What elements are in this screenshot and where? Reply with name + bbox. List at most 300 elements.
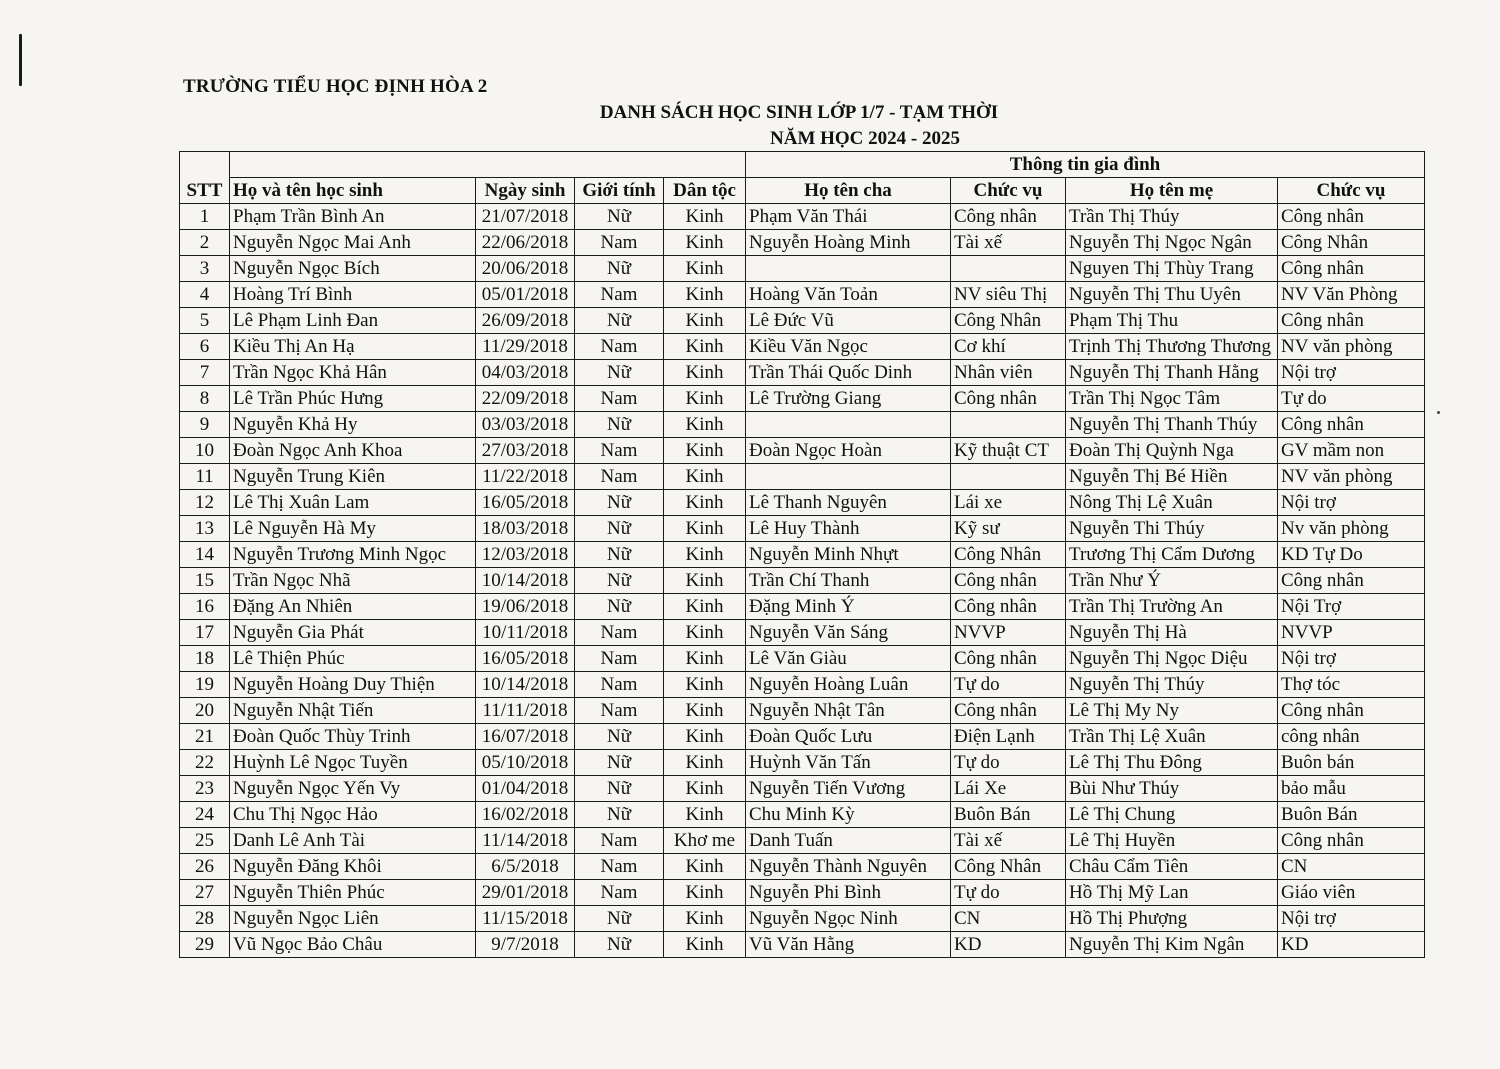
cell-ethnicity: Kinh	[664, 776, 746, 802]
cell-father-name: Hoàng Văn Toản	[746, 282, 951, 308]
cell-father-name: Nguyễn Hoàng Luân	[746, 672, 951, 698]
cell-student-name: Lê Phạm Linh Đan	[230, 308, 476, 334]
header-row-group	[180, 152, 1425, 178]
cell-father-job: Buôn Bán	[951, 802, 1066, 828]
header-row-columns	[180, 178, 1425, 204]
cell-mother-name: Trịnh Thị Thương Thương	[1066, 334, 1278, 360]
cell-father-job: KD	[951, 932, 1066, 958]
cell-gender: Nữ	[575, 204, 664, 230]
cell-father-name: Nguyễn Tiến Vương	[746, 776, 951, 802]
cell-father-job: Kỹ thuật CT	[951, 438, 1066, 464]
cell-student-name: Nguyễn Khả Hy	[230, 412, 476, 438]
col-header-ethnicity: Dân tộc	[664, 178, 746, 204]
scan-speck	[1437, 411, 1440, 414]
cell-student-name: Hoàng Trí Bình	[230, 282, 476, 308]
cell-father-job: Công nhân	[951, 204, 1066, 230]
cell-father-job: Công nhân	[951, 646, 1066, 672]
cell-gender: Nam	[575, 620, 664, 646]
cell-gender: Nữ	[575, 932, 664, 958]
cell-gender: Nữ	[575, 906, 664, 932]
cell-stt: 6	[180, 334, 230, 360]
table-row	[180, 412, 1425, 438]
cell-stt: 3	[180, 256, 230, 282]
cell-student-name: Nguyễn Thiên Phúc	[230, 880, 476, 906]
cell-stt: 28	[180, 906, 230, 932]
cell-dob: 22/06/2018	[476, 230, 575, 256]
cell-mother-name: Đoàn Thị Quỳnh Nga	[1066, 438, 1278, 464]
cell-ethnicity: Kinh	[664, 750, 746, 776]
cell-mother-name: Trương Thị Cẩm Dương	[1066, 542, 1278, 568]
cell-father-name: Nguyễn Phi Bình	[746, 880, 951, 906]
cell-mother-job: Công nhân	[1278, 204, 1425, 230]
cell-gender: Nữ	[575, 750, 664, 776]
cell-mother-job: Nội trợ	[1278, 360, 1425, 386]
cell-father-job: Công Nhân	[951, 542, 1066, 568]
cell-father-name: Nguyễn Thành Nguyên	[746, 854, 951, 880]
cell-mother-job: NVVP	[1278, 620, 1425, 646]
cell-student-name: Nguyễn Trung Kiên	[230, 464, 476, 490]
col-header-father-job: Chức vụ	[951, 178, 1066, 204]
table-row	[180, 282, 1425, 308]
cell-father-job: Công nhân	[951, 386, 1066, 412]
cell-father-name: Nguyễn Ngọc Ninh	[746, 906, 951, 932]
cell-mother-name: Châu Cẩm Tiên	[1066, 854, 1278, 880]
cell-father-name: Vũ Văn Hằng	[746, 932, 951, 958]
cell-gender: Nam	[575, 464, 664, 490]
cell-stt: 11	[180, 464, 230, 490]
cell-mother-job: Buôn Bán	[1278, 802, 1425, 828]
cell-ethnicity: Kinh	[664, 360, 746, 386]
cell-mother-job: Giáo viên	[1278, 880, 1425, 906]
cell-mother-job: công nhân	[1278, 724, 1425, 750]
cell-gender: Nữ	[575, 724, 664, 750]
cell-mother-name: Trần Thị Trường An	[1066, 594, 1278, 620]
cell-gender: Nữ	[575, 594, 664, 620]
cell-mother-job: GV mầm non	[1278, 438, 1425, 464]
cell-ethnicity: Kinh	[664, 438, 746, 464]
cell-father-job: Cơ khí	[951, 334, 1066, 360]
col-header-mother-job: Chức vụ	[1278, 178, 1425, 204]
cell-stt: 24	[180, 802, 230, 828]
cell-dob: 03/03/2018	[476, 412, 575, 438]
cell-mother-name: Trần Thị Thúy	[1066, 204, 1278, 230]
cell-student-name: Nguyễn Trương Minh Ngọc	[230, 542, 476, 568]
cell-father-job: Kỹ sư	[951, 516, 1066, 542]
cell-stt: 23	[180, 776, 230, 802]
cell-student-name: Nguyễn Hoàng Duy Thiện	[230, 672, 476, 698]
cell-father-name	[746, 412, 951, 438]
roster-body	[180, 204, 1425, 958]
cell-mother-name: Nguyễn Thi Thúy	[1066, 516, 1278, 542]
cell-mother-job: Thợ tóc	[1278, 672, 1425, 698]
cell-father-job: Lái xe	[951, 490, 1066, 516]
cell-stt: 22	[180, 750, 230, 776]
cell-mother-name: Nguyễn Thị Thúy	[1066, 672, 1278, 698]
cell-ethnicity: Kinh	[664, 464, 746, 490]
cell-stt: 5	[180, 308, 230, 334]
cell-stt: 1	[180, 204, 230, 230]
cell-father-name: Trần Thái Quốc Dinh	[746, 360, 951, 386]
cell-ethnicity: Kinh	[664, 880, 746, 906]
cell-stt: 19	[180, 672, 230, 698]
table-row	[180, 594, 1425, 620]
cell-stt: 29	[180, 932, 230, 958]
cell-stt: 12	[180, 490, 230, 516]
cell-father-name: Huỳnh Văn Tấn	[746, 750, 951, 776]
cell-father-job: Tài xế	[951, 828, 1066, 854]
col-header-father: Họ tên cha	[746, 178, 951, 204]
cell-gender: Nam	[575, 880, 664, 906]
cell-mother-name: Lê Thị Huyền	[1066, 828, 1278, 854]
col-header-gender: Giới tính	[575, 178, 664, 204]
cell-dob: 18/03/2018	[476, 516, 575, 542]
cell-father-job: Tự do	[951, 880, 1066, 906]
cell-stt: 25	[180, 828, 230, 854]
cell-dob: 10/11/2018	[476, 620, 575, 646]
cell-father-name: Nguyễn Minh Nhựt	[746, 542, 951, 568]
cell-dob: 21/07/2018	[476, 204, 575, 230]
cell-student-name: Kiều Thị An Hạ	[230, 334, 476, 360]
cell-stt: 2	[180, 230, 230, 256]
cell-ethnicity: Kinh	[664, 412, 746, 438]
cell-mother-job: Công nhân	[1278, 256, 1425, 282]
table-row	[180, 568, 1425, 594]
cell-gender: Nữ	[575, 308, 664, 334]
cell-gender: Nữ	[575, 256, 664, 282]
cell-dob: 16/07/2018	[476, 724, 575, 750]
cell-father-name: Chu Minh Kỳ	[746, 802, 951, 828]
cell-mother-job: Công nhân	[1278, 698, 1425, 724]
cell-dob: 05/01/2018	[476, 282, 575, 308]
cell-mother-name: Lê Thị Thu Đông	[1066, 750, 1278, 776]
cell-mother-job: Công nhân	[1278, 828, 1425, 854]
cell-ethnicity: Kinh	[664, 646, 746, 672]
cell-mother-name: Lê Thị My Ny	[1066, 698, 1278, 724]
cell-mother-name: Lê Thị Chung	[1066, 802, 1278, 828]
cell-ethnicity: Kinh	[664, 490, 746, 516]
cell-dob: 11/14/2018	[476, 828, 575, 854]
cell-gender: Nữ	[575, 542, 664, 568]
cell-gender: Nữ	[575, 568, 664, 594]
cell-student-name: Lê Thiện Phúc	[230, 646, 476, 672]
cell-ethnicity: Kinh	[664, 906, 746, 932]
cell-ethnicity: Kinh	[664, 308, 746, 334]
cell-ethnicity: Kinh	[664, 932, 746, 958]
cell-mother-name: Nguyễn Thị Thu Uyên	[1066, 282, 1278, 308]
table-row	[180, 646, 1425, 672]
cell-mother-name: Nông Thị Lệ Xuân	[1066, 490, 1278, 516]
cell-mother-name: Phạm Thị Thu	[1066, 308, 1278, 334]
cell-father-name: Đoàn Ngọc Hoàn	[746, 438, 951, 464]
cell-ethnicity: Kinh	[664, 594, 746, 620]
cell-stt: 17	[180, 620, 230, 646]
cell-student-name: Nguyễn Ngọc Mai Anh	[230, 230, 476, 256]
cell-dob: 9/7/2018	[476, 932, 575, 958]
cell-gender: Nữ	[575, 412, 664, 438]
student-roster-table	[179, 151, 1425, 958]
cell-gender: Nam	[575, 672, 664, 698]
table-row	[180, 672, 1425, 698]
cell-dob: 10/14/2018	[476, 672, 575, 698]
cell-father-job: Tự do	[951, 672, 1066, 698]
cell-gender: Nam	[575, 438, 664, 464]
cell-mother-name: Trần Thị Ngọc Tâm	[1066, 386, 1278, 412]
col-header-mother: Họ tên mẹ	[1066, 178, 1278, 204]
table-row	[180, 698, 1425, 724]
cell-student-name: Trần Ngọc Nhã	[230, 568, 476, 594]
cell-student-name: Huỳnh Lê Ngọc Tuyền	[230, 750, 476, 776]
table-row	[180, 828, 1425, 854]
cell-dob: 10/14/2018	[476, 568, 575, 594]
cell-gender: Nam	[575, 698, 664, 724]
cell-dob: 6/5/2018	[476, 854, 575, 880]
cell-dob: 05/10/2018	[476, 750, 575, 776]
cell-mother-name: Nguyen Thị Thùy Trang	[1066, 256, 1278, 282]
cell-student-name: Lê Nguyễn Hà My	[230, 516, 476, 542]
cell-father-name	[746, 256, 951, 282]
cell-student-name: Chu Thị Ngọc Hảo	[230, 802, 476, 828]
cell-mother-name: Nguyễn Thị Thanh Hằng	[1066, 360, 1278, 386]
cell-father-name: Trần Chí Thanh	[746, 568, 951, 594]
cell-stt: 18	[180, 646, 230, 672]
cell-gender: Nữ	[575, 776, 664, 802]
cell-dob: 29/01/2018	[476, 880, 575, 906]
table-row	[180, 906, 1425, 932]
cell-ethnicity: Kinh	[664, 256, 746, 282]
cell-ethnicity: Kinh	[664, 282, 746, 308]
table-row	[180, 204, 1425, 230]
cell-father-job: Điện Lạnh	[951, 724, 1066, 750]
cell-gender: Nữ	[575, 360, 664, 386]
cell-student-name: Đoàn Quốc Thùy Trinh	[230, 724, 476, 750]
cell-gender: Nam	[575, 230, 664, 256]
cell-ethnicity: Khơ me	[664, 828, 746, 854]
table-row	[180, 620, 1425, 646]
cell-student-name: Phạm Trần Bình An	[230, 204, 476, 230]
scan-edge-mark	[19, 34, 22, 86]
table-row	[180, 464, 1425, 490]
cell-gender: Nữ	[575, 516, 664, 542]
group-header-family-info: Thông tin gia đình	[746, 152, 1425, 178]
cell-stt: 14	[180, 542, 230, 568]
table-row	[180, 438, 1425, 464]
cell-father-name	[746, 464, 951, 490]
cell-father-job: Công nhân	[951, 568, 1066, 594]
cell-dob: 11/11/2018	[476, 698, 575, 724]
cell-father-job: NV siêu Thị	[951, 282, 1066, 308]
cell-mother-name: Nguyễn Thị Ngọc Ngân	[1066, 230, 1278, 256]
cell-father-name: Lê Thanh Nguyên	[746, 490, 951, 516]
cell-dob: 11/22/2018	[476, 464, 575, 490]
cell-mother-job: KD	[1278, 932, 1425, 958]
cell-dob: 27/03/2018	[476, 438, 575, 464]
header-blank-cell	[230, 152, 746, 178]
school-year: NĂM HỌC 2024 - 2025	[770, 128, 960, 149]
cell-gender: Nam	[575, 282, 664, 308]
cell-mother-job: KD Tự Do	[1278, 542, 1425, 568]
cell-mother-job: CN	[1278, 854, 1425, 880]
cell-mother-name: Hồ Thị Phượng	[1066, 906, 1278, 932]
cell-father-job: CN	[951, 906, 1066, 932]
cell-father-name: Phạm Văn Thái	[746, 204, 951, 230]
cell-stt: 20	[180, 698, 230, 724]
cell-mother-job: Nội trợ	[1278, 490, 1425, 516]
cell-ethnicity: Kinh	[664, 230, 746, 256]
cell-dob: 22/09/2018	[476, 386, 575, 412]
cell-student-name: Trần Ngọc Khả Hân	[230, 360, 476, 386]
cell-gender: Nữ	[575, 490, 664, 516]
cell-student-name: Vũ Ngọc Bảo Châu	[230, 932, 476, 958]
cell-ethnicity: Kinh	[664, 698, 746, 724]
cell-stt: 7	[180, 360, 230, 386]
cell-dob: 11/29/2018	[476, 334, 575, 360]
cell-gender: Nữ	[575, 802, 664, 828]
cell-dob: 16/02/2018	[476, 802, 575, 828]
cell-father-name: Đặng Minh Ý	[746, 594, 951, 620]
cell-mother-name: Bùi Như Thúy	[1066, 776, 1278, 802]
cell-stt: 8	[180, 386, 230, 412]
cell-dob: 12/03/2018	[476, 542, 575, 568]
table-row	[180, 932, 1425, 958]
cell-student-name: Nguyễn Gia Phát	[230, 620, 476, 646]
cell-stt: 15	[180, 568, 230, 594]
cell-mother-job: Công nhân	[1278, 308, 1425, 334]
cell-father-name: Đoàn Quốc Lưu	[746, 724, 951, 750]
cell-stt: 21	[180, 724, 230, 750]
cell-dob: 19/06/2018	[476, 594, 575, 620]
cell-mother-name: Nguyễn Thị Thanh Thúy	[1066, 412, 1278, 438]
cell-mother-name: Nguyễn Thị Bé Hiền	[1066, 464, 1278, 490]
cell-father-job: Lái Xe	[951, 776, 1066, 802]
cell-father-name: Lê Huy Thành	[746, 516, 951, 542]
cell-mother-job: bảo mẫu	[1278, 776, 1425, 802]
cell-father-job: Tự do	[951, 750, 1066, 776]
col-header-stt: STT	[180, 152, 230, 204]
cell-ethnicity: Kinh	[664, 672, 746, 698]
cell-mother-job: Tự do	[1278, 386, 1425, 412]
cell-mother-name: Nguyễn Thị Hà	[1066, 620, 1278, 646]
table-row	[180, 542, 1425, 568]
cell-stt: 4	[180, 282, 230, 308]
table-row	[180, 724, 1425, 750]
cell-mother-job: Công nhân	[1278, 412, 1425, 438]
cell-ethnicity: Kinh	[664, 854, 746, 880]
cell-dob: 11/15/2018	[476, 906, 575, 932]
table-row	[180, 880, 1425, 906]
table-row	[180, 334, 1425, 360]
cell-stt: 9	[180, 412, 230, 438]
cell-gender: Nam	[575, 828, 664, 854]
cell-dob: 20/06/2018	[476, 256, 575, 282]
cell-mother-name: Nguyễn Thị Ngọc Diệu	[1066, 646, 1278, 672]
cell-stt: 26	[180, 854, 230, 880]
cell-dob: 16/05/2018	[476, 490, 575, 516]
cell-father-name: Nguyễn Văn Sáng	[746, 620, 951, 646]
document-title: DANH SÁCH HỌC SINH LỚP 1/7 - TẠM THỜI	[599, 102, 999, 123]
table-row	[180, 308, 1425, 334]
cell-student-name: Đoàn Ngọc Anh Khoa	[230, 438, 476, 464]
cell-ethnicity: Kinh	[664, 568, 746, 594]
table-row	[180, 490, 1425, 516]
cell-ethnicity: Kinh	[664, 204, 746, 230]
cell-father-job: Nhân viên	[951, 360, 1066, 386]
cell-ethnicity: Kinh	[664, 386, 746, 412]
cell-ethnicity: Kinh	[664, 724, 746, 750]
cell-mother-name: Nguyễn Thị Kim Ngân	[1066, 932, 1278, 958]
cell-father-job	[951, 412, 1066, 438]
cell-father-job	[951, 256, 1066, 282]
cell-father-job: Tài xế	[951, 230, 1066, 256]
cell-mother-job: Buôn bán	[1278, 750, 1425, 776]
table-row	[180, 802, 1425, 828]
cell-mother-job: NV văn phòng	[1278, 464, 1425, 490]
cell-father-job: Công Nhân	[951, 854, 1066, 880]
cell-ethnicity: Kinh	[664, 516, 746, 542]
cell-ethnicity: Kinh	[664, 802, 746, 828]
cell-gender: Nam	[575, 854, 664, 880]
cell-mother-name: Trần Như Ý	[1066, 568, 1278, 594]
cell-student-name: Lê Trần Phúc Hưng	[230, 386, 476, 412]
cell-mother-job: Nv văn phòng	[1278, 516, 1425, 542]
cell-father-name: Lê Trường Giang	[746, 386, 951, 412]
cell-father-job: Công Nhân	[951, 308, 1066, 334]
cell-father-name: Kiều Văn Ngọc	[746, 334, 951, 360]
cell-ethnicity: Kinh	[664, 542, 746, 568]
col-header-dob: Ngày sinh	[476, 178, 575, 204]
cell-student-name: Nguyễn Ngọc Yến Vy	[230, 776, 476, 802]
cell-gender: Nam	[575, 646, 664, 672]
cell-mother-name: Trần Thị Lệ Xuân	[1066, 724, 1278, 750]
cell-stt: 10	[180, 438, 230, 464]
cell-dob: 01/04/2018	[476, 776, 575, 802]
cell-dob: 16/05/2018	[476, 646, 575, 672]
cell-mother-job: NV Văn Phòng	[1278, 282, 1425, 308]
cell-student-name: Nguyễn Đăng Khôi	[230, 854, 476, 880]
cell-ethnicity: Kinh	[664, 620, 746, 646]
cell-father-job: Công nhân	[951, 594, 1066, 620]
cell-ethnicity: Kinh	[664, 334, 746, 360]
cell-student-name: Nguyễn Ngọc Liên	[230, 906, 476, 932]
table-row	[180, 386, 1425, 412]
cell-father-name: Danh Tuấn	[746, 828, 951, 854]
cell-father-name: Lê Văn Giàu	[746, 646, 951, 672]
table-row	[180, 776, 1425, 802]
cell-father-job: NVVP	[951, 620, 1066, 646]
cell-mother-job: Công nhân	[1278, 568, 1425, 594]
cell-father-job	[951, 464, 1066, 490]
cell-student-name: Nguyễn Nhật Tiến	[230, 698, 476, 724]
cell-student-name: Lê Thị Xuân Lam	[230, 490, 476, 516]
cell-student-name: Danh Lê Anh Tài	[230, 828, 476, 854]
cell-mother-job: Nội trợ	[1278, 906, 1425, 932]
table-row	[180, 750, 1425, 776]
cell-mother-job: Công Nhân	[1278, 230, 1425, 256]
cell-mother-job: NV văn phòng	[1278, 334, 1425, 360]
cell-mother-job: Nội Trợ	[1278, 594, 1425, 620]
table-row	[180, 256, 1425, 282]
cell-mother-name: Hồ Thị Mỹ Lan	[1066, 880, 1278, 906]
cell-student-name: Đặng An Nhiên	[230, 594, 476, 620]
col-header-name: Họ và tên học sinh	[230, 178, 476, 204]
cell-stt: 27	[180, 880, 230, 906]
cell-gender: Nam	[575, 334, 664, 360]
cell-mother-job: Nội trợ	[1278, 646, 1425, 672]
cell-dob: 26/09/2018	[476, 308, 575, 334]
cell-stt: 13	[180, 516, 230, 542]
cell-gender: Nam	[575, 386, 664, 412]
cell-dob: 04/03/2018	[476, 360, 575, 386]
table-row	[180, 854, 1425, 880]
